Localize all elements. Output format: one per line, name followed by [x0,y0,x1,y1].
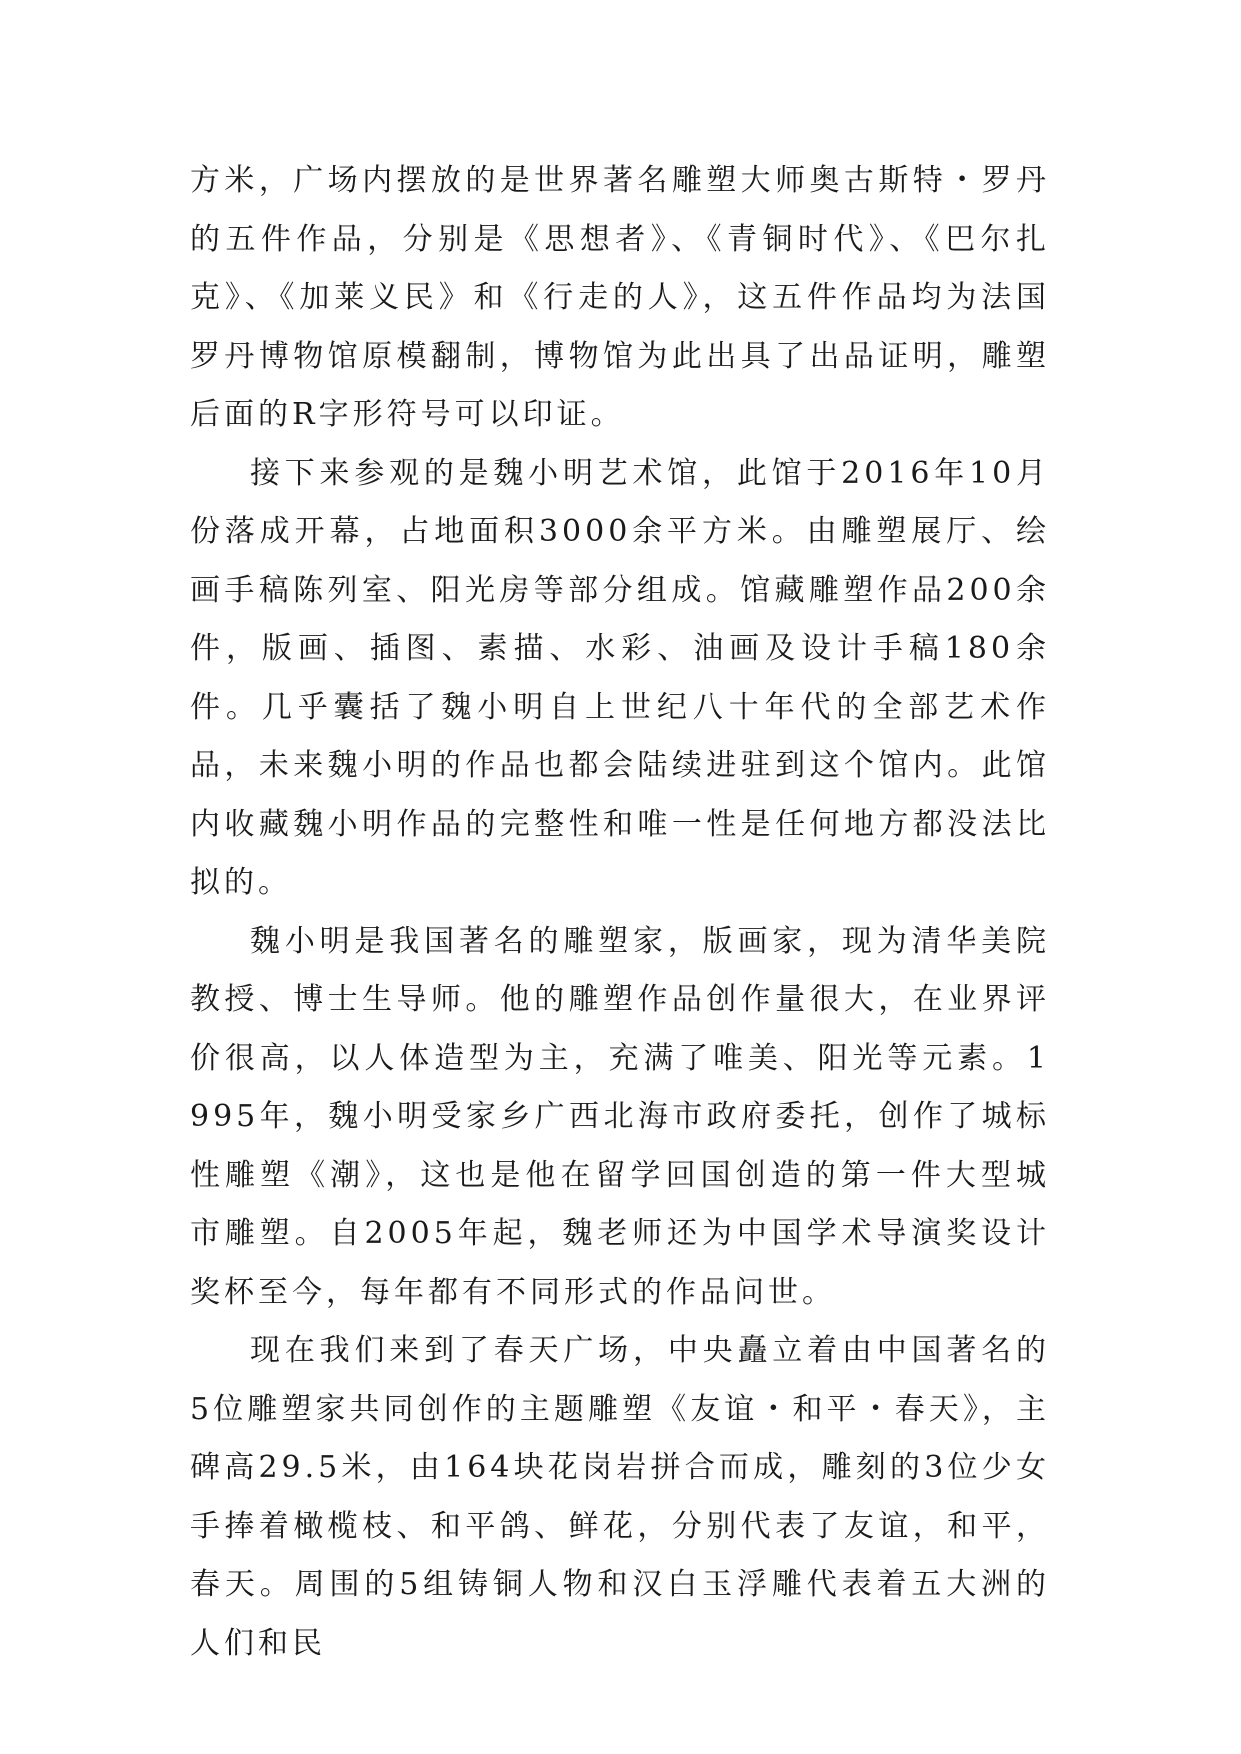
paragraph-2: 接下来参观的是魏小明艺术馆，此馆于2016年10月份落成开幕，占地面积3000余平方米。由雕塑展厅、绘画手稿陈列室、阳光房等部分组成。馆藏雕塑作品200余件，版画、插图、素描、水彩、油画及设计手稿180余件。几乎囊括了魏小明自上世纪八十年代的全部艺术作品，未来魏小明的作品也都会陆续进驻到这个馆内。此馆内收藏魏小明作品的完整性和唯一性是任何地方都没法比拟的。 [190,455,1050,900]
paragraph-4: 现在我们来到了春天广场，中央矗立着由中国著名的5位雕塑家共同创作的主题雕塑《友谊・和平・春天》，主碑高29.5米，由164块花岗岩拼合而成，雕刻的3位少女手捧着橄榄枝、和平鸽、鲜花，分别代表了友谊，和平，春天。周围的5组铸铜人物和汉白玉浮雕代表着五大洲的人们和民 [190,1333,1050,1661]
paragraph-3: 魏小明是我国著名的雕塑家，版画家，现为清华美院教授、博士生导师。他的雕塑作品创作量很大，在业界评价很高，以人体造型为主，充满了唯美、阳光等元素。1995年，魏小明受家乡广西北海市政府委托，创作了城标性雕塑《潮》，这也是他在留学回国创造的第一件大型城市雕塑。自2005年起，魏老师还为中国学术导演奖设计奖杯至今，每年都有不同形式的作品问世。 [190,923,1050,1310]
paragraph-1: 方米，广场内摆放的是世界著名雕塑大师奥古斯特・罗丹的五件作品，分别是《思想者》、《青铜时代》、《巴尔扎克》、《加莱义民》和《行走的人》，这五件作品均为法国罗丹博物馆原模翻制，博物馆为此出具了出品证明，雕塑后面的R字形符号可以印证。 [190,163,1050,432]
document-body [190,152,1050,1673]
